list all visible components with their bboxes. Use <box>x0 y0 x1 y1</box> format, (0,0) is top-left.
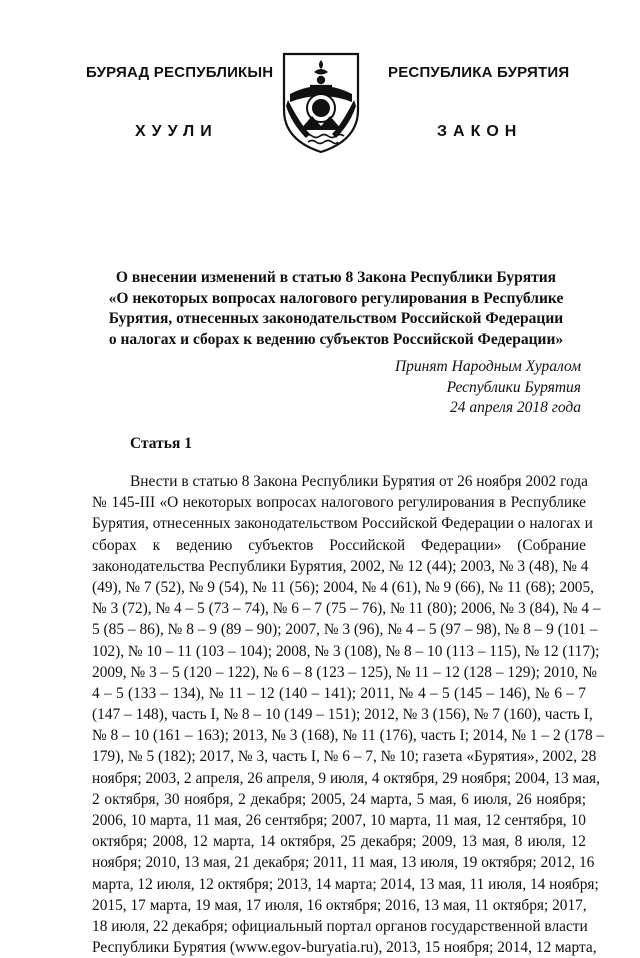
body-line: 18 июля, 22 декабря; официальный портал органов государственной власти <box>92 917 588 935</box>
body-line: 2006, 10 марта, 11 мая, 26 сентября; 2007, 10 марта, 11 мая, 12 сентября, 10 <box>92 812 586 829</box>
body-line: марта, 12 июля, 12 октября; 2013, 14 марта; 2014, 13 мая, 11 июля, 14 ноября; <box>92 875 599 893</box>
body-line: (147 – 148), часть I, № 8 – 10 (149 – 151); 2012, № 3 (156), № 7 (160), часть I, <box>92 706 593 724</box>
body-line: № 8 – 10 (161 – 163); 2013, № 3 (168), № 11 (176), часть I; 2014, № 1 – 2 (178 – <box>92 727 605 745</box>
coat-of-arms-icon <box>280 50 362 154</box>
law-title <box>104 268 568 350</box>
body-line: ноября; 2003, 2 апреля, 26 апреля, 9 июля, 4 октября, 29 ноября; 2004, 13 мая, <box>92 769 600 787</box>
body-line: Республики Бурятия (www.egov-buryatia.ru), 2013, 15 ноября; 2014, 12 марта, <box>92 939 597 957</box>
article-heading: Статья 1 <box>130 435 192 452</box>
doc-type-right: ЗАКОН <box>437 123 523 140</box>
body-line: 2009, № 3 – 5 (120 – 122), № 6 – 8 (123 – 125), № 11 – 12 (128 – 129); 2010, № <box>92 663 597 681</box>
article-body <box>92 471 605 958</box>
body-line: 4 – 5 (133 – 134), № 11 – 12 (140 – 141); 2011, № 4 – 5 (145 – 146), № 6 – 7 <box>92 684 586 702</box>
body-line: сборах к ведению субъектов Российской Федерации» (Собрание <box>92 536 586 554</box>
header-right-org: РЕСПУБЛИКА БУРЯТИЯ <box>388 64 570 81</box>
body-line: 102), № 10 – 11 (103 – 104); 2008, № 3 (108), № 8 – 10 (113 – 115), № 12 (117); <box>92 642 600 660</box>
body-line: 179), № 5 (182); 2017, № 3, часть I, № 6 – 7, № 10; газета «Бурятия», 2002, 28 <box>92 748 597 766</box>
title-line: Бурятия, отнесенных законодательством Российской Федерации <box>108 310 564 327</box>
body-line: 2 октября, 30 ноября, 2 декабря; 2005, 24 марта, 5 мая, 6 июля, 26 ноября; <box>92 790 586 808</box>
body-line: ноября; 2010, 13 мая, 21 декабря; 2011, 11 мая, 13 июля, 19 октября; 2012, 16 <box>92 854 595 872</box>
body-line: № 3 (72), № 4 – 5 (73 – 74), № 6 – 7 (75 – 76), № 11 (80); 2006, № 3 (84), № 4 – <box>92 600 601 618</box>
adoption-note <box>395 357 581 419</box>
adoption-line: Принят Народным Хуралом <box>394 358 581 375</box>
title-line: о налогах и сборах к ведению субъектов Российской Федерации» <box>108 330 564 348</box>
body-line: октября; 2008, 12 марта, 14 октября, 25 декабря; 2009, 13 мая, 8 июля, 12 <box>92 833 586 851</box>
adoption-line: Республики Бурятия <box>446 378 581 396</box>
body-line: 5 (85 – 86), № 8 – 9 (89 – 90); 2007, № 3 (96), № 4 – 5 (97 – 98), № 8 – 9 (101 – <box>92 621 598 639</box>
doc-type-left: ХУУЛИ <box>135 123 218 140</box>
header-left-org: БУРЯАД РЕСПУБЛИКЫН <box>86 64 274 81</box>
body-line: (49), № 7 (52), № 9 (54), № 11 (56); 2004, № 4 (61), № 9 (66), № 11 (68); 2005, <box>92 578 595 596</box>
body-line: № 145-III «О некоторых вопросах налогового регулирования в Республике <box>92 494 586 512</box>
body-line: законодательства Республики Бурятия, 2002, № 12 (44); 2003, № 3 (48), № 4 <box>92 557 589 575</box>
title-line: О внесении изменений в статью 8 Закона Республики Бурятия <box>115 269 557 286</box>
title-line: «О некоторых вопросах налогового регулирования в Республике <box>108 289 564 307</box>
body-line: Внести в статью 8 Закона Республики Бурятия от 26 ноября 2002 года <box>130 473 588 490</box>
body-line: Бурятия, отнесенных законодательством Российской Федерации о налогах и <box>92 515 593 533</box>
body-line: 2015, 17 марта, 19 мая, 17 июля, 16 октября; 2016, 13 мая, 11 октября; 2017, <box>92 896 587 914</box>
adoption-line: 24 апреля 2018 года <box>449 399 581 416</box>
